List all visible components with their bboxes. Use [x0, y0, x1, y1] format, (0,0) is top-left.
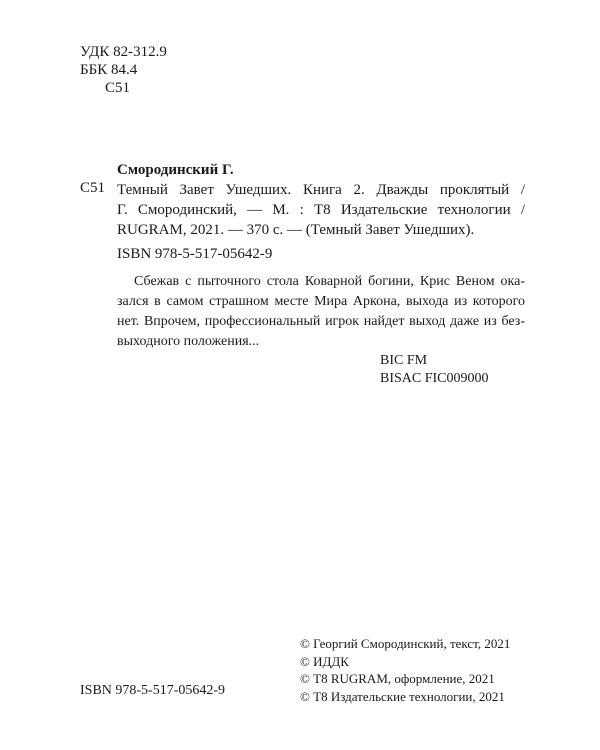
classification-block	[80, 43, 167, 97]
copyright-line: © Т8 Издательские технологии, 2021	[300, 688, 505, 704]
annotation-line: выходного положения...	[117, 334, 260, 349]
author-heading: Смородинский Г.	[117, 162, 234, 178]
isbn-footer: ISBN 978-5-517-05642-9	[80, 683, 226, 698]
biblio-line: Г. Смородинский, — М. : Т8 Издательские технологии /	[117, 202, 525, 218]
bbk-code: ББК 84.4	[80, 62, 138, 78]
biblio-line: Темный Завет Ушедших. Книга 2. Дважды проклятый /	[117, 182, 525, 198]
copyright-line: © ИДДК	[300, 653, 349, 669]
annotation-line: зался в самом страшном месте Мира Аркона, выхода из которого	[117, 294, 525, 309]
bisac-code: BISAC FIC009000	[380, 371, 489, 386]
biblio-line: RUGRAM, 2021. — 370 с. — (Темный Завет Ушедших).	[117, 222, 475, 238]
copyright-line: © Т8 RUGRAM, оформление, 2021	[300, 671, 495, 686]
annotation-line: Сбежав с пыточного стола Коварной богини, Крис Веном ока-	[134, 274, 525, 289]
cutter-code: С51	[105, 80, 131, 96]
udk-code: УДК 82-312.9	[80, 44, 167, 60]
bic-code: BIC FM	[380, 353, 428, 368]
bibliographic-description	[117, 180, 525, 240]
isbn-main: ISBN 978-5-517-05642-9	[117, 246, 273, 262]
copyright-block	[300, 635, 510, 705]
bibliography-cutter: С51	[80, 180, 106, 196]
copyright-line: © Георгий Смородинский, текст, 2021	[300, 636, 511, 651]
annotation	[117, 272, 525, 352]
subject-codes	[380, 352, 489, 388]
annotation-line: нет. Впрочем, профессиональный игрок найдет выход даже из без-	[117, 314, 525, 329]
